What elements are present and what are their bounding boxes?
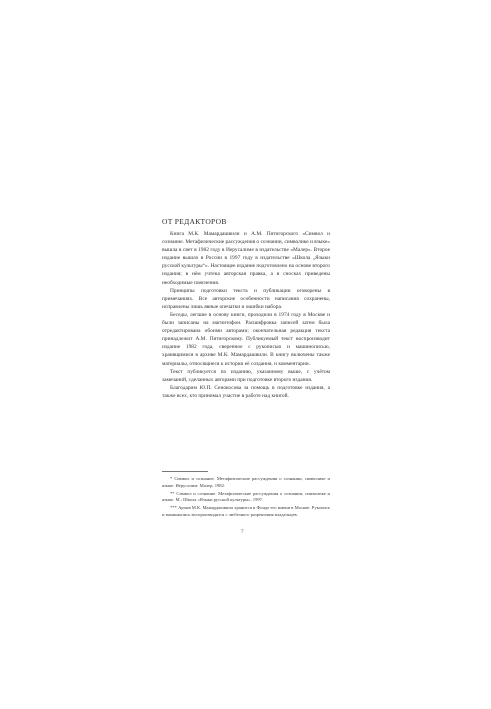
body-paragraph: Книга М.К. Мамардашвили и А.М. Пятигорского «Символ и сознание. Метафизические рассуждения о сознании, символике и языке» вышла в свет в 1982 году в Иерусалиме в издательстве «Малер». Второе издание вышло в России в 1997 году в издательстве «Школа „Языки русской культуры“». Настоящее издание подготовлено на основе второго издания; в нём учтена авторская правка, а в сносках приведены необходимые пояснения. bbox=[162, 231, 330, 286]
body-text bbox=[162, 230, 330, 400]
body-paragraph: Принципы подготовки текста и публикации оговорены в примечаниях. Все авторские особенности написания сохранены, исправлены лишь явные опечатки и ошибки набора. bbox=[162, 287, 330, 310]
footnote: *** Архив М.К. Мамардашвили хранится в Фонде его имени в Москве. Рукопись и машинопись воспроизводятся с любезного разрешения владельцев. bbox=[162, 505, 330, 517]
body-paragraph: Текст публикуется по изданию, указанному выше, с учётом замечаний, сделанных авторами при подготовке второго издания. bbox=[162, 368, 330, 383]
footnote: ** Символ и сознание. Метафизические рассуждения о сознании, символике и языке. М.: Школа «Языки русской культуры», 1997. bbox=[162, 490, 330, 503]
section-heading: ОТ РЕДАКТОРОВ bbox=[162, 217, 227, 226]
footnotes bbox=[162, 476, 330, 520]
footnote-divider bbox=[162, 471, 208, 472]
body-paragraph: Благодарим Ю.П. Сенокосова за помощь в подготовке издания, а также всех, кто принимал участие в работе над книгой. bbox=[162, 384, 330, 399]
page-number: 7 bbox=[241, 530, 244, 535]
footnote: * Символ и сознание. Метафизические рассуждения о сознании, символике и языке. Иерусалим: Малер, 1982. bbox=[162, 476, 330, 488]
body-paragraph: Беседы, легшие в основу книги, проходили в 1974 году в Москве и были записаны на магнитофон. Расшифровка записей затем была отредактирована обоими авторами; окончательная редакция текста принадлежит А.М. Пятигорскому. Публикуемый текст воспроизводит издание 1982 года, сверенное с рукописью и машинописью, хранящимися в архиве М.К. Мамардашвили. В книгу включены также материалы, относящиеся к истории её создания, и комментарии. bbox=[162, 311, 330, 367]
